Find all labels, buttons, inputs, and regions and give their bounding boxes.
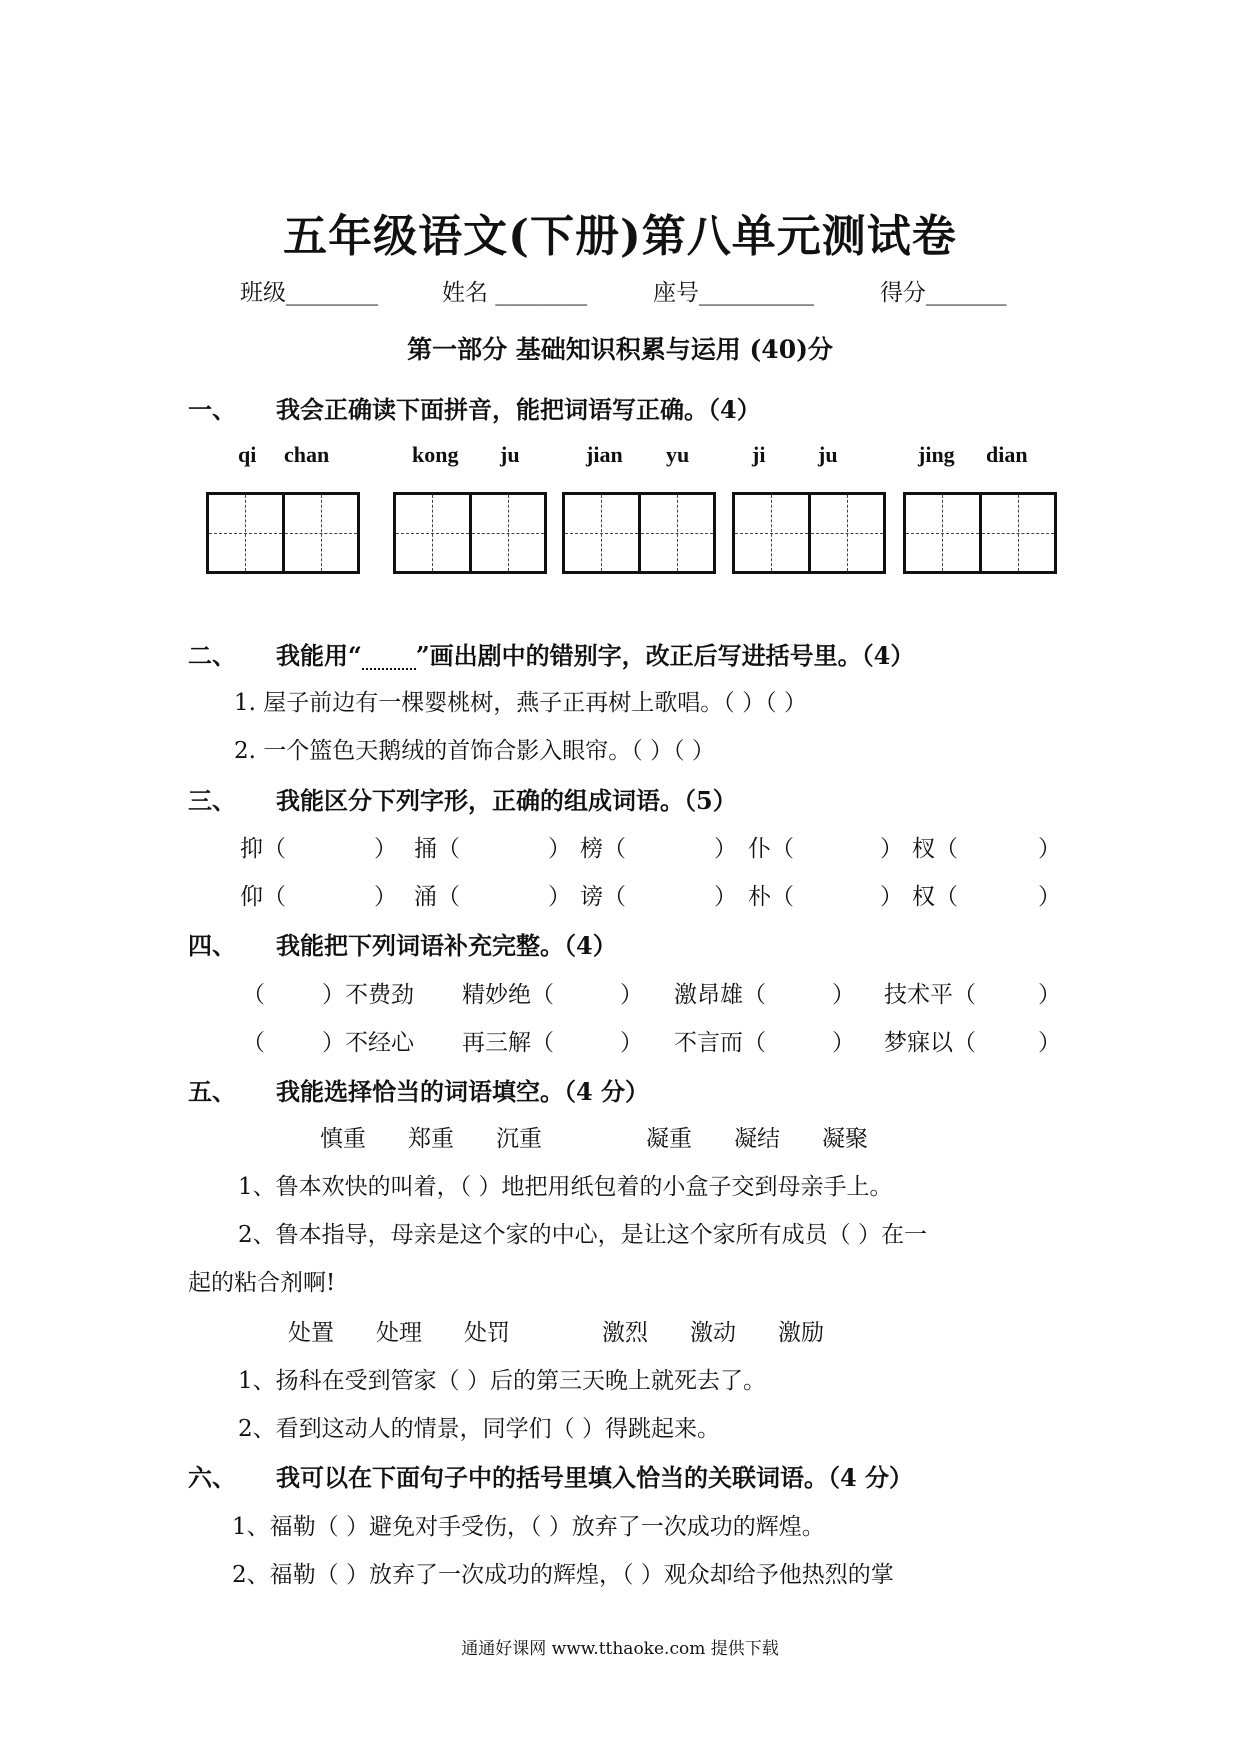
section-6-number: 六、 (188, 1463, 236, 1492)
section-1-title: 我会正确读下面拼音，能把词语写正确。（4） (276, 395, 761, 424)
word-option: 郑重 (408, 1126, 454, 1152)
char-pair-close: ） (714, 884, 737, 910)
char-pair-close: ） (880, 836, 903, 862)
section-5-item-1: 1、鲁本欢快的叫着，（ ）地把用纸包着的小盒子交到母亲手上。 (238, 1174, 893, 1200)
char-pair-close: ） (548, 836, 571, 862)
idiom-blank: ） (832, 982, 855, 1008)
word-option: 激动 (690, 1320, 736, 1346)
idiom-blank: （ (242, 982, 265, 1008)
section-6-title: 我可以在下面句子中的括号里填入恰当的关联词语。（4 分） (276, 1463, 914, 1492)
word-option: 处理 (376, 1320, 422, 1346)
word-option: 慎重 (320, 1126, 366, 1152)
section-5-item-3: 1、扬科在受到管家（ ）后的第三天晚上就死去了。 (238, 1368, 766, 1394)
char-pair-close: ） (1038, 836, 1061, 862)
section-2-item-2: 2. 一个篮色天鹅绒的首饰合影入眼帘。（ ）（ ） (234, 738, 715, 764)
section-4-title: 我能把下列词语补充完整。（4） (276, 931, 617, 960)
section-5-item-2: 2、鲁本指导，母亲是这个家的中心，是让这个家所有成员（ ）在一 (238, 1222, 927, 1248)
idiom-part: 精妙绝（ (462, 982, 554, 1008)
char-pair: 朴（ (748, 884, 794, 910)
writing-grid-5[interactable] (903, 492, 1057, 574)
writing-grid-3[interactable] (562, 492, 716, 574)
section-1-number: 一、 (188, 395, 236, 424)
char-pair: 权（ (912, 884, 958, 910)
pinyin-5b: dian (986, 442, 1028, 467)
seat-field: 座号__________ (653, 280, 814, 306)
idiom-part: 不言而（ (674, 1030, 766, 1056)
char-pair-close: ） (880, 884, 903, 910)
idiom-part: 再三解（ (462, 1030, 554, 1056)
name-field: 姓名 ________ (442, 280, 588, 306)
page-title: 五年级语文(下册)第八单元测试卷 (283, 211, 957, 262)
section-2-item-1: 1. 屋子前边有一棵婴桃树，燕子正再树上歌唱。（ ）（ ） (234, 690, 807, 716)
idiom-blank: ） (620, 982, 643, 1008)
pinyin-4a: ji (752, 442, 766, 467)
dotted-underline-sample (362, 650, 416, 670)
char-pair: 谤（ (580, 884, 626, 910)
section-3-number: 三、 (188, 786, 236, 815)
part-one-heading: 第一部分 基础知识积累与运用 (40)分 (407, 335, 833, 364)
section-4-number: 四、 (188, 931, 236, 960)
char-pair: 仰（ (240, 884, 286, 910)
idiom-part: ）不经心 (322, 1030, 414, 1056)
score-field: 得分_______ (880, 280, 1007, 306)
char-pair: 抑（ (240, 836, 286, 862)
char-pair-close: ） (548, 884, 571, 910)
pinyin-2b: ju (500, 442, 520, 467)
section-5-item-4: 2、看到这动人的情景，同学们（ ）得跳起来。 (238, 1416, 720, 1442)
word-option: 凝重 (646, 1126, 692, 1152)
idiom-part: 梦寐以（ (884, 1030, 976, 1056)
section-3-title: 我能区分下列字形，正确的组成词语。（5） (276, 786, 737, 815)
char-pair-close: ） (1038, 884, 1061, 910)
section-2-number: 二、 (188, 641, 236, 670)
section-6-item-2: 2、福勒（ ）放弃了一次成功的辉煌，（ ）观众却给予他热烈的掌 (232, 1562, 894, 1588)
idiom-blank: ） (832, 1030, 855, 1056)
char-pair-close: ） (374, 884, 397, 910)
idiom-blank: ） (620, 1030, 643, 1056)
pinyin-5a: jing (918, 442, 955, 467)
pinyin-1b: chan (284, 442, 330, 467)
writing-grid-4[interactable] (732, 492, 886, 574)
section-2-title: 我能用“ ”画出剧中的错别字，改正后写进括号里。（4） (276, 641, 915, 670)
char-pair: 涌（ (414, 884, 460, 910)
word-option: 凝聚 (822, 1126, 868, 1152)
char-pair: 榜（ (580, 836, 626, 862)
char-pair: 仆（ (748, 836, 794, 862)
section-5-title: 我能选择恰当的词语填空。（4 分） (276, 1077, 650, 1106)
char-pair-close: ） (374, 836, 397, 862)
section-5-number: 五、 (188, 1077, 236, 1106)
word-option: 激励 (778, 1320, 824, 1346)
word-option: 凝结 (734, 1126, 780, 1152)
pinyin-2a: kong (412, 442, 459, 467)
char-pair: 杈（ (912, 836, 958, 862)
pinyin-3b: yu (666, 442, 690, 467)
char-pair-close: ） (714, 836, 737, 862)
word-option: 处置 (288, 1320, 334, 1346)
idiom-blank: ） (1038, 982, 1061, 1008)
section-6-item-1: 1、福勒（ ）避免对手受伤，（ ）放弃了一次成功的辉煌。 (232, 1514, 825, 1540)
word-option: 沉重 (496, 1126, 542, 1152)
word-option: 处罚 (464, 1320, 510, 1346)
idiom-part: 技术平（ (884, 982, 976, 1008)
word-option: 激烈 (602, 1320, 648, 1346)
section-5-item-2-cont: 起的粘合剂啊! (188, 1270, 336, 1296)
writing-grid-1[interactable] (206, 492, 360, 574)
pinyin-3a: jian (586, 442, 623, 467)
writing-grid-2[interactable] (393, 492, 547, 574)
idiom-part: 激昂雄（ (674, 982, 766, 1008)
pinyin-1a: qi (238, 442, 257, 467)
idiom-blank: （ (242, 1030, 265, 1056)
page-footer: 通通好课网 www.tthaoke.com 提供下载 (461, 1639, 779, 1659)
pinyin-4b: ju (818, 442, 838, 467)
idiom-blank: ） (1038, 1030, 1061, 1056)
class-field: 班级________ (240, 280, 378, 306)
idiom-part: ）不费劲 (322, 982, 414, 1008)
char-pair: 捅（ (414, 836, 460, 862)
